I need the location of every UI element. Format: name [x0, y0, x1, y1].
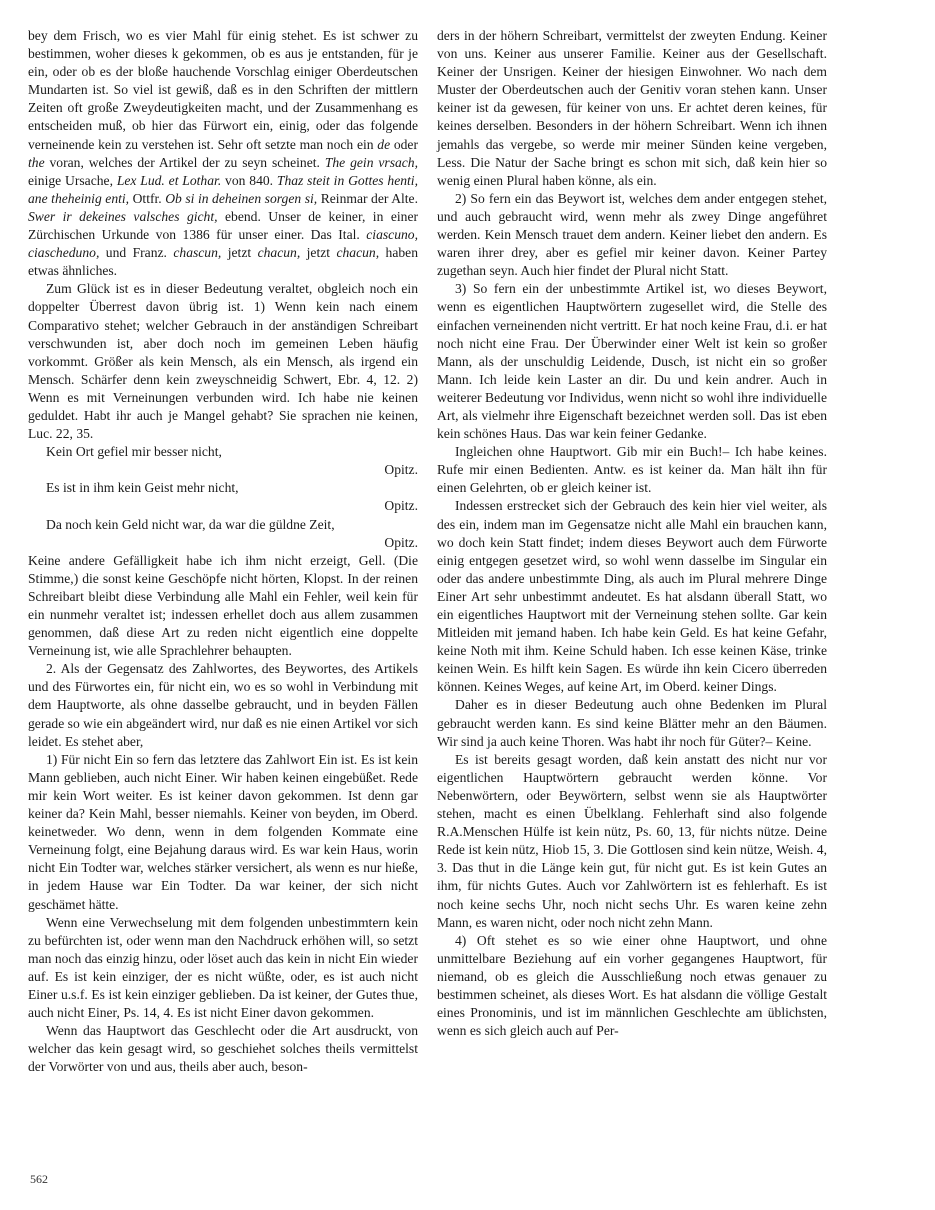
- paragraph-right-5: Indessen erstrecket sich der Gebrauch des kein hier viel weiter, als des ein, indem man im Gegensatze nicht alle Mahl ein brauchen kann, wo doch kein Statt findet; indem dieses Beywort auch dem Fürworte einig entgegen gesetzet wird, so wohl wenn dasselbe im Singular ein oder das andere unbestimmte Ding, als auch im Plural mehrere Dinge Einer Art sehr unbestimmt andeutet. Es hat alsdann überall Statt, wo ein eigentliches Hauptwort mit der Verneinung stehen sollte. Gar kein Mitleiden mit jemand haben. Ich habe kein Geld. Es hat keine Gefahr, keine Noth mit ihm. Keine Schuld haben. Ich esse keinen Käse, trinke keinen Wein. Es hilft kein Sagen. Es würde ihn kein Cicero überreden können. Keines Weges, auf keine Art, im Oberd. keiner Dings.: [437, 498, 827, 695]
- paragraph-left-6: Wenn eine Verwechselung mit dem folgenden unbestimmtern kein zu befürchten ist, oder wenn man den Nachdruck erhöhen will, so setzt man noch das einzig hinzu, oder löset auch das kein in nicht Ein wieder auf. Es ist kein einziger, der es nicht wüßte, oder, es ist auch nicht Einer u.s.f. Es ist kein einziger geblieben. Da ist keiner, der Gutes thue, auch nicht Einer, Ps. 14, 4. Es ist nicht Einer davon gekommen.: [28, 914, 418, 1021]
- paragraph-right-3: 3) So fern ein der unbestimmte Artikel ist, wo dieses Beywort, wenn es eigentlichen Hauptwörtern zugesellet wird, die Stelle des einfachen verneinenden nicht vertritt. Er hat noch keine Frau, d.i. er hat noch nicht eine Frau. Der Überwinder einer Welt ist kein so großer Mann, als der unschuldig Leidende, Dusch, ist nicht ein so großer Mann. Ich leide kein Laster an dir. Du und kein andrer. Auch in weiterer Bedeutung vor Individus, wenn nicht so wohl ihre individuelle Art, als vielmehr ihre Eigenschaft bezeichnet werden soll. Das ist eben kein schönes Haus. Das war kein feiner Gedanke.: [437, 281, 827, 442]
- paragraph-right-1: ders in der höhern Schreibart, vermittelst der zweyten Endung. Keiner von uns. Keiner aus unserer Familie. Keiner aus der Gesellschaft. Keiner der Unsrigen. Keiner der hiesigen Einwohner. Wo nach dem Muster der Oberdeutschen auch der Genitiv voran stehen kann. Unser keiner ist da gewesen, für keiner von uns. Er achtet deren keines, für keines derselben. Besonders in der höhern Schreibart. Wenn ich ihnen jemahls das vergebe, so werde mir meiner Sünden keine vergeben, Less. Die Natur der Sache bringt es schon mit sich, daß kein hier so wenig einen Plural haben könne, als ein.: [437, 28, 827, 188]
- paragraph-right-8: 4) Oft stehet es so wie einer ohne Hauptwort, und ohne unmittelbare Beziehung auf ein vorher gegangenes Hauptwort, für niemand, ob es gleich die Ausschließung noch etwas genauer zu bestimmen scheinet, als dieses Wort. Es hat alsdann die völlige Gestalt eines Pronominis, und ist im männlichen Geschlechte am üblichsten, wenn es sich gleich auch auf Per-: [437, 932, 827, 1039]
- verse-line-3: Da noch kein Geld nicht war, da war die güldne Zeit,: [46, 516, 335, 532]
- verse-line-1: Kein Ort gefiel mir besser nicht,: [46, 444, 222, 460]
- right-column: [437, 27, 827, 1040]
- verse-author-2: Opitz.: [384, 498, 418, 514]
- paragraph-left-2: Zum Glück ist es in dieser Bedeutung veraltet, obgleich noch ein doppelter Überrest davon übrig ist. 1) Wenn kein nach einem Comparativo stehet; welcher Gebrauch in der anständigen Schreibart verschwunden ist, aber doch noch im gemeinen Leben häufig vorkommt. Größer als kein Mensch, als ein Mensch, als irgend ein Mensch. Schärfer denn kein zweyschneidig Schwert, Ebr. 4, 12. 2) Wenn es mit Verneinungen verbunden wird. Ich habe nie keinen geduldet. Habt ihr auch je Mangel gehabt? Sie sprachen nie keinen, Luc. 22, 35.: [28, 281, 418, 442]
- verse-line-2: Es ist in ihm kein Geist mehr nicht,: [46, 480, 239, 496]
- left-column: [28, 27, 418, 1076]
- verse-author-1: Opitz.: [384, 462, 418, 478]
- paragraph-left-3: Keine andere Gefälligkeit habe ich ihm nicht erzeigt, Gell. (Die Stimme,) die sonst keine Geschöpfe nicht hörten, Klopst. In der reinen Schreibart bleibt diese Verbindung alle Mahl ein Fehler, weil kein für ein nunmehr veraltet ist; indessen erhellet doch aus allem zusammen genommen, daß diese Art zu reden nicht eigentlich eine doppelte Verneinung ist, wie alle Sprachlehrer behaupten.: [28, 552, 418, 659]
- paragraph-left-1: bey dem Frisch, wo es vier Mahl für einig stehet. Es ist schwer zu bestimmen, woher dieses k gekommen, ob es aus je entstanden, für je ein, oder ob es der bloße hauchende Vorschlag einiger Oberdeutschen Mundarten ist. So viel ist gewiß, daß es in den Schriften der mittlern Zeiten oft große Zweydeutigkeiten macht, und der Zusammenhang es entscheiden muß, ob hier das Fürwort ein, einig, oder das folgende verneinende kein zu verstehen ist. Sehr oft setzte man noch ein de oder the voran, welches der Artikel der zu seyn scheinet. The gein vrsach, einige Ursache, Lex Lud. et Lothar. von 840. Thaz steit in Gottes henti, ane theheinig enti, Ottfr. Ob si in deheinen sorgen si, Reinmar der Alte. Swer ir dekeines valsches gicht, ebend. Unser de keiner, in einer Zürchischen Urkunde von 1386 für unser einer. Das Ital. ciascuno, ciascheduno, und Franz. chascun, jetzt chacun, jetzt chacun, haben etwas ähnliches.: [28, 28, 419, 279]
- page-number: 562: [30, 1172, 48, 1186]
- verse-author-3: Opitz.: [384, 534, 418, 550]
- paragraph-right-4: Ingleichen ohne Hauptwort. Gib mir ein Buch!– Ich habe keines. Rufe mir einen Bedienten. Antw. es ist keiner da. Man hält ihn für einen Gelehrten, ob er gleich keiner ist.: [437, 444, 827, 496]
- paragraph-left-7: Wenn das Hauptwort das Geschlecht oder die Art ausdruckt, von welcher das kein gesagt wird, so geschiehet solches theils vermittelst der Vorwörter von und aus, theils aber auch, beson-: [28, 1023, 418, 1075]
- paragraph-left-5: 1) Für nicht Ein so fern das letztere das Zahlwort Ein ist. Es ist kein Mann geblieben, auch nicht Einer. Wir haben keinen eingebüßet. Rede mir kein Wort weiter. Es ist keiner davon gekommen. Ist denn gar keiner da? Kein Mahl, besser niemahls. Keiner von beyden, im Oberd. keinetweder. Wo denn, wenn in dem folgenden Kommate eine Verneinung folgt, eine Bejahung daraus wird. Es war kein Haus, worin nicht Ein Todter war, welches stärker versichert, als wenn es nur hieße, in jedem Hause war Ein Todter. Da war keiner, der sich nicht geschämet hätte.: [28, 751, 418, 912]
- paragraph-right-2: 2) So fern ein das Beywort ist, welches dem ander entgegen stehet, und auch gebraucht wird, wenn mehr als zwey Dinge angeführet werden. Kein Mensch trauet dem andern. Keiner liebet den andern. Es waren ihrer drey, aber es gefiel mir keiner davon. Keiner Partey zugethan seyn. Auch hier findet der Plural nicht Statt.: [437, 190, 827, 279]
- paragraph-right-6: Daher es in dieser Bedeutung auch ohne Bedenken im Plural gebraucht werden kann. Es sind keine Blätter mehr an den Bäumen. Wir sind ja auch keine Thoren. Was habt ihr noch für Güter?– Keine.: [437, 697, 827, 749]
- paragraph-right-7: Es ist bereits gesagt worden, daß kein anstatt des nicht nur vor eigentlichen Hauptwörtern gebraucht werden könne. Vor Nebenwörtern, oder Beywörtern, selbst wenn sie als Hauptwörter stehen, macht es einen Übelklang. Fehlerhaft sind also folgende R.A.Menschen Hülfe ist kein nütz, Ps. 60, 13, für nichts nütze. Deine Rede ist kein nütz, Hiob 15, 3. Die Gottlosen sind kein nütze, Weish. 4, 3. Das thut in die Länge kein gut, für nicht gut. Es ist kein Gutes an ihm, für nichts Gutes. Auch vor Zahlwörtern ist es fehlerhaft. Es ist noch keine sechs Uhr, noch nicht sechs Uhr. Es waren keine zehn Mann, es waren nicht, oder noch nicht zehn Mann.: [437, 751, 827, 930]
- paragraph-left-4: 2. Als der Gegensatz des Zahlwortes, des Beywortes, des Artikels und des Fürwortes ein, für nicht ein, wo es so wohl in Verbindung mit dem Hauptworte, als ohne dasselbe gebraucht, und in beyden Fällen gerade so wie ein abgeändert wird, nur daß es nie einen Artikel vor sich leidet. Es stehet aber,: [28, 661, 418, 749]
